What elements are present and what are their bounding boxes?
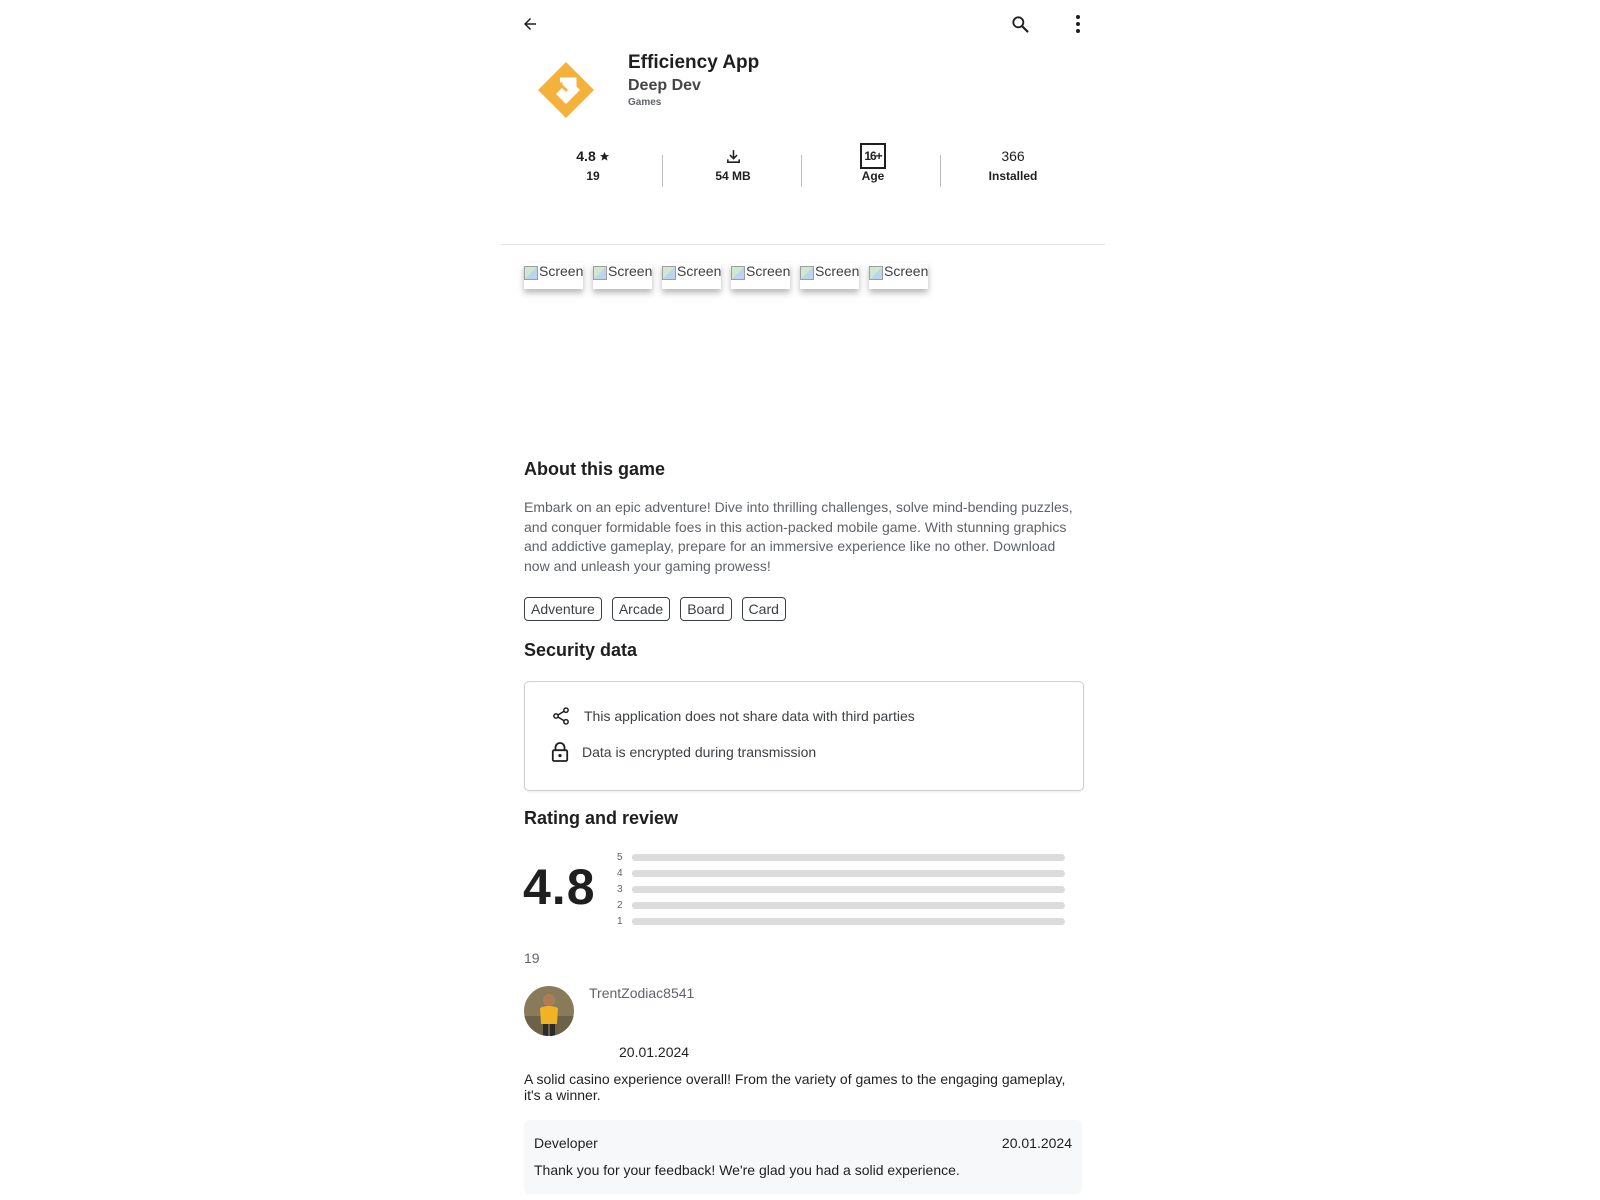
star-level: 3 — [617, 883, 623, 895]
broken-image-icon — [524, 266, 538, 280]
download-icon — [725, 148, 742, 165]
security-text: Data is encrypted during transmission — [582, 744, 817, 760]
developer-reply — [524, 1120, 1082, 1194]
star-icon — [599, 151, 610, 162]
stat-divider — [801, 155, 802, 187]
screenshot-thumb[interactable] — [593, 263, 652, 289]
search-button[interactable] — [1006, 10, 1034, 38]
back-button[interactable] — [516, 10, 544, 38]
app-logo — [534, 58, 598, 122]
broken-image-icon — [869, 266, 883, 280]
rating-bar-row — [617, 865, 1065, 881]
reply-date: 20.01.2024 — [1001, 1135, 1072, 1151]
screenshot-thumb[interactable] — [800, 263, 859, 289]
rating-bar-row — [617, 913, 1065, 929]
tag-board[interactable]: Board — [680, 597, 731, 621]
avatar — [524, 986, 574, 1036]
reviewer-name: TrentZodiac8541 — [589, 985, 695, 1001]
screenshot-thumb[interactable] — [524, 263, 583, 289]
lock-icon — [551, 741, 569, 763]
arrow-left-icon — [521, 15, 539, 33]
screenshot-alt: Screen — [539, 263, 583, 279]
search-icon — [1010, 14, 1030, 34]
tag-card[interactable]: Card — [742, 597, 786, 621]
rating-distribution — [617, 849, 1065, 929]
section-divider — [501, 244, 1105, 245]
rating-count: 19 — [586, 169, 600, 183]
star-level: 1 — [617, 915, 623, 927]
efficiency-logo-icon — [534, 58, 598, 122]
rating-bar-row — [617, 881, 1065, 897]
tag-adventure[interactable]: Adventure — [524, 597, 602, 621]
screenshot-gallery — [524, 263, 928, 289]
rating-bar-row — [617, 849, 1065, 865]
broken-image-icon — [731, 266, 745, 280]
security-item — [551, 706, 915, 726]
reply-author: Developer — [534, 1135, 598, 1151]
star-level: 5 — [617, 851, 623, 863]
security-text: This application does not share data with third parties — [584, 708, 915, 724]
security-item — [551, 741, 816, 763]
broken-image-icon — [662, 266, 676, 280]
broken-image-icon — [800, 266, 814, 280]
installs-value: 366 — [1001, 148, 1025, 164]
average-rating: 4.8 — [523, 859, 596, 915]
rating-bar — [632, 918, 1065, 925]
app-category: Games — [628, 97, 662, 108]
rating-stat — [523, 145, 663, 183]
about-description: Embark on an epic adventure! Dive into thrilling challenges, solve mind-bending puzzles, and conquer formidable foes in this action-packed mobile game. With stunning graphics and addictive gameplay, prepare for an immersive experience like no other. Download now and unleash your gaming prowess! — [524, 499, 1073, 574]
star-level: 2 — [617, 899, 623, 911]
review-count: 19 — [524, 950, 540, 966]
stat-divider — [940, 155, 941, 187]
app-size: 54 MB — [715, 169, 751, 183]
screenshot-alt: Screen — [608, 263, 652, 279]
broken-image-icon — [593, 266, 607, 280]
screenshot-alt: Screen — [677, 263, 721, 279]
rating-bar — [632, 902, 1065, 909]
share-icon — [551, 706, 571, 726]
security-card — [524, 681, 1084, 791]
age-label: Age — [861, 169, 885, 183]
developer-name[interactable]: Deep Dev — [628, 77, 701, 94]
rating-bar — [632, 886, 1065, 893]
age-rating-badge: 16+ — [860, 143, 886, 169]
app-title: Efficiency App — [628, 52, 760, 73]
installs-stat — [943, 145, 1083, 183]
screenshot-alt: Screen — [884, 263, 928, 279]
installs-label: Installed — [988, 169, 1038, 183]
review-text: A solid casino experience overall! From the variety of games to the engaging gameplay, it's a winner. — [524, 1071, 1066, 1103]
screenshot-alt: Screen — [815, 263, 859, 279]
reply-text: Thank you for your feedback! We're glad you had a solid experience. — [534, 1162, 960, 1178]
age-stat — [803, 145, 943, 183]
tag-arcade[interactable]: Arcade — [612, 597, 670, 621]
star-level: 4 — [617, 867, 623, 879]
rating-bar — [632, 870, 1065, 877]
about-heading: About this game — [524, 459, 666, 479]
screenshot-thumb[interactable] — [662, 263, 721, 289]
rating-bar-row — [617, 897, 1065, 913]
screenshot-alt: Screen — [746, 263, 790, 279]
review-date: 20.01.2024 — [619, 1044, 690, 1060]
size-stat — [663, 145, 803, 183]
rating-bar — [632, 854, 1065, 861]
more-vertical-icon — [1074, 14, 1082, 34]
genre-tags — [524, 597, 786, 621]
user-photo-icon — [524, 986, 574, 1036]
rating-value: 4.8 — [576, 148, 596, 164]
more-menu-button[interactable] — [1064, 10, 1092, 38]
rating-heading: Rating and review — [524, 808, 679, 828]
screenshot-thumb[interactable] — [731, 263, 790, 289]
screenshot-thumb[interactable] — [869, 263, 928, 289]
security-heading: Security data — [524, 640, 638, 660]
